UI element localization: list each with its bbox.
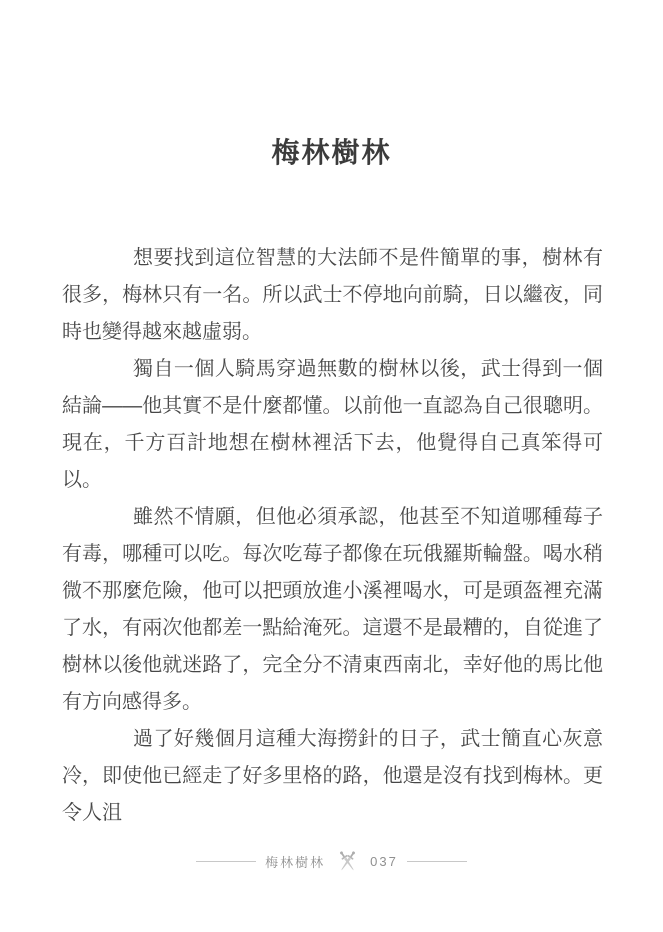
paragraph: 想要找到這位智慧的大法師不是件簡單的事，樹林有很多，梅林只有一名。所以武士不停地向前騎，日以繼夜，同時也變得越來越虛弱。 (62, 247, 603, 343)
footer-rule-left (196, 861, 256, 862)
page-footer (0, 846, 663, 876)
footer-rule-right (407, 861, 467, 862)
footer-chapter-label: 梅林樹林 (265, 854, 326, 870)
paragraph: 雖然不情願，但他必須承認，他甚至不知道哪種莓子有毒，哪種可以吃。每次吃莓子都像在玩俄羅斯輪盤。喝水稍微不那麼危險，他可以把頭放進小溪裡喝水，可是頭盔裡充滿了水，有兩次他都差一點給淹死。這還不是最糟的，自從進了樹林以後他就迷路了，完全分不清東西南北，幸好他的馬比他有方向感得多。 (62, 506, 603, 713)
crossed-swords-icon (334, 848, 361, 875)
paragraph: 獨自一個人騎馬穿過無數的樹林以後，武士得到一個結論——他其實不是什麼都懂。以前他一直認為自己很聰明。現在，千方百計地想在樹林裡活下去，他覺得自己真笨得可以。 (62, 358, 603, 491)
footer-page-number: 037 (370, 853, 398, 869)
page-body (0, 240, 663, 832)
paragraph: 過了好幾個月這種大海撈針的日子，武士簡直心灰意冷，即使他已經走了好多里格的路，他還是沒有找到梅林。更令人沮 (62, 728, 603, 824)
chapter-title: 梅林樹林 (271, 137, 392, 168)
